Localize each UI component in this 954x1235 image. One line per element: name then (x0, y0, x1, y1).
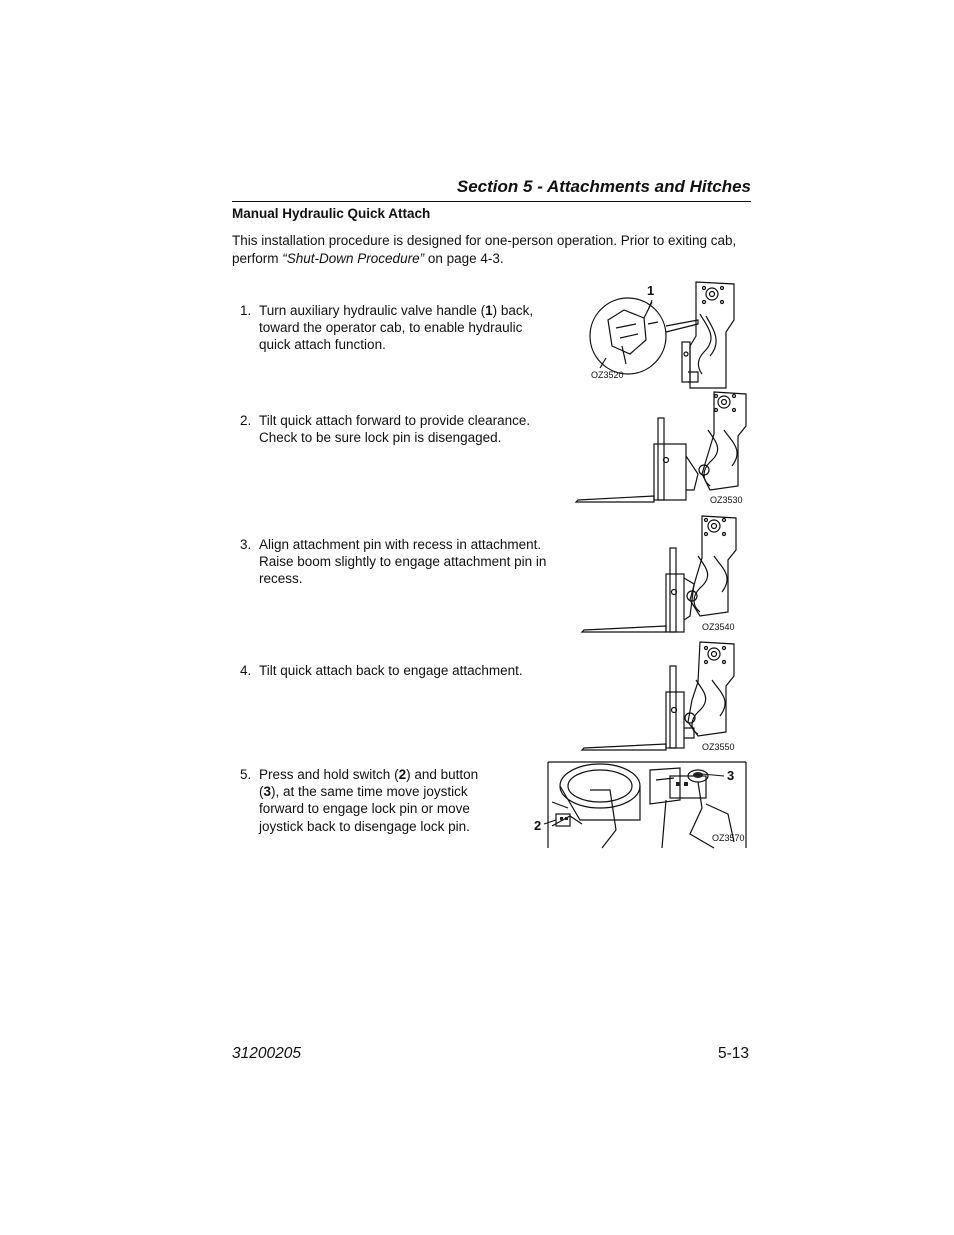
step-number: 1. (240, 303, 252, 318)
intro-paragraph (232, 232, 762, 267)
figure-code: OZ3520 (591, 370, 624, 380)
intro-line-2: perform “Shut-Down Procedure” on page 4-3. (232, 250, 504, 266)
page-number: 5-13 (718, 1045, 750, 1062)
intro-line-1: This installation procedure is designed for one-person operation. Prior to exiting cab, (232, 233, 737, 248)
step-number: 2. (240, 413, 252, 428)
figure-align-pin (580, 512, 758, 636)
cross-reference-link: “Shut-Down Procedure” (282, 250, 425, 266)
figure-tilt-forward (574, 390, 754, 508)
tilt-back-illustration (580, 638, 758, 756)
figure-tilt-back (580, 638, 758, 756)
figure-code: OZ3570 (712, 833, 745, 843)
figure-code: OZ3530 (710, 495, 743, 505)
step-number: 3. (240, 537, 252, 552)
tilt-forward-illustration (574, 390, 754, 508)
figure-code: OZ3540 (702, 622, 735, 632)
align-pin-illustration (580, 512, 758, 636)
figure-code: OZ3550 (702, 742, 735, 752)
callout-1: 1 (647, 283, 655, 298)
step-text: Align attachment pin with recess in attachment. Raise boom slightly to engage attachment pin in recess. (259, 537, 547, 587)
figure-valve-handle (586, 280, 756, 390)
step-text: Tilt quick attach forward to provide clearance. Check to be sure lock pin is disengaged. (259, 413, 531, 446)
step-text: Turn auxiliary hydraulic valve handle (1) back, toward the operator cab, to enable hydraulic quick attach function. (259, 303, 534, 353)
figure-cab-controls (530, 760, 752, 850)
step-text: Press and hold switch (2) and button (3), at the same time move joystick forward to engage lock pin or move joystick back to disengage lock pin. (259, 767, 479, 834)
section-title: Section 5 - Attachments and Hitches (456, 177, 751, 196)
callout-2: 2 (534, 818, 542, 833)
subsection-title: Manual Hydraulic Quick Attach (232, 206, 431, 221)
document-number: 31200205 (232, 1045, 301, 1062)
step-text: Tilt quick attach back to engage attachment. (259, 663, 523, 678)
step-number: 4. (240, 663, 252, 678)
step-number: 5. (240, 767, 252, 782)
section-header (232, 176, 751, 202)
callout-3: 3 (727, 768, 735, 783)
